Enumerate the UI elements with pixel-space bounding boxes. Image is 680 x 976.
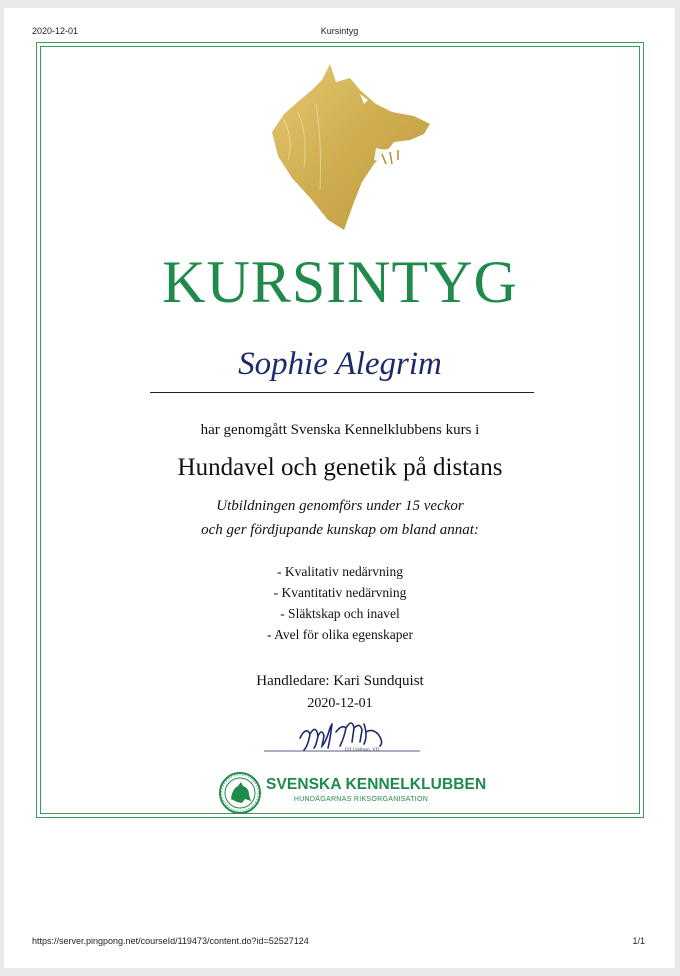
topic-list xyxy=(40,561,640,645)
description-line-1: Utbildningen genomförs under 15 veckor xyxy=(216,498,464,514)
recipient-name: Sophie Alegrim xyxy=(238,346,442,382)
intro-text: har genomgått Svenska Kennelklubbens kurs i xyxy=(200,422,480,438)
certificate-date: 2020-12-01 xyxy=(307,696,373,711)
signature xyxy=(260,714,426,762)
course-description xyxy=(40,494,640,542)
name-underline xyxy=(150,392,534,393)
description-line-2: och ger fördjupande kunskap om bland annat: xyxy=(201,522,479,538)
signature-caption: Ulf Uddman, VD xyxy=(344,748,380,753)
org-subtitle: HUNDÄGARNAS RIKSORGANISATION xyxy=(293,796,429,803)
org-name: SVENSKA KENNELKLUBBEN xyxy=(266,776,487,793)
topic-item: - Släktskap och inavel xyxy=(280,606,400,621)
dog-head-icon xyxy=(264,60,434,238)
footer-page-number: 1/1 xyxy=(632,936,645,946)
certificate-title: KURSINTYG xyxy=(162,249,518,315)
header-date: 2020-12-01 xyxy=(32,26,79,36)
print-page xyxy=(4,8,675,968)
topic-item: - Avel för olika egenskaper xyxy=(267,627,413,642)
course-name: Hundavel och genetik på distans xyxy=(177,454,503,481)
kennel-club-seal-icon xyxy=(218,771,262,815)
footer-url: https://server.pingpong.net/courseId/119473/content.do?id=52527124 xyxy=(32,936,309,946)
topic-item: - Kvalitativ nedärvning xyxy=(277,564,403,579)
topic-item: - Kvantitativ nedärvning xyxy=(273,585,407,600)
supervisor: Handledare: Kari Sundquist xyxy=(256,673,424,689)
header-title: Kursintyg xyxy=(320,26,359,36)
